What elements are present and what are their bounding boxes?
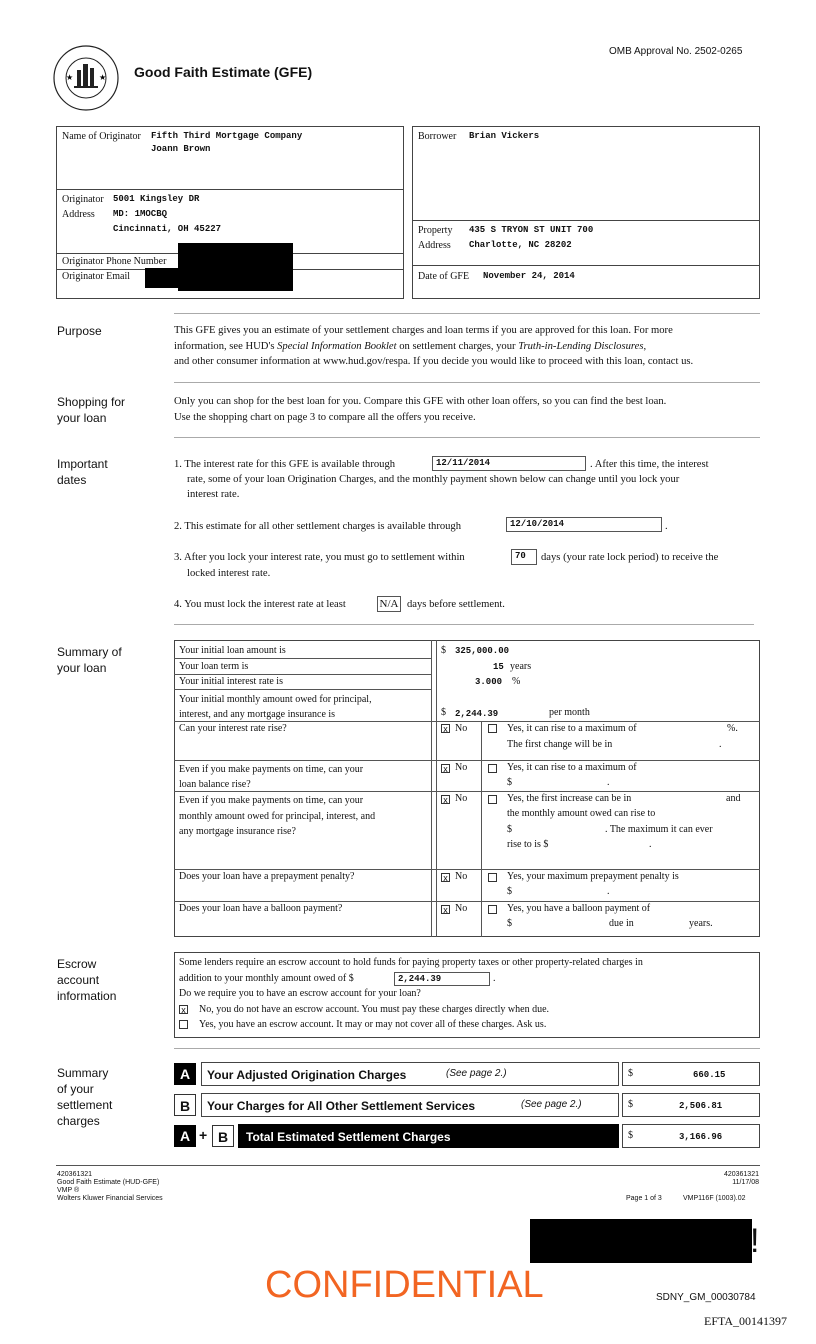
settlement-label: Summary of your settlement charges [57, 1066, 113, 1128]
rate-available-date: 12/11/2014 [432, 456, 586, 471]
charge-b-label: Your Charges for All Other Settlement Services [207, 1099, 476, 1113]
footer-right: 420361321 11/17/08 [723, 1171, 759, 1186]
payment-rise-currency: $ [507, 824, 512, 835]
date-item-1b: . After this time, the interest [590, 459, 709, 470]
originator-phone-label: Originator Phone Number [62, 256, 167, 267]
escrow-amount: 2,244.39 [394, 972, 490, 986]
payment-rise-no-checkbox[interactable]: x [441, 795, 450, 804]
date-item-4a: 4. You must lock the interest rate at least [174, 599, 346, 610]
date-item-3b: days (your rate lock period) to receive the [541, 552, 719, 563]
payment-rise-yes-checkbox[interactable] [488, 795, 497, 804]
escrow-question: Do we require you to have an escrow account for your loan? [179, 988, 421, 999]
originator-email-label: Originator Email [62, 271, 131, 282]
payment-rise-yes-4: rise to is $ [507, 839, 549, 850]
total-currency: $ [628, 1130, 633, 1141]
omb-approval: OMB Approval No. 2502-0265 [609, 46, 743, 57]
prepayment-question: Does your loan have a prepayment penalty? [179, 871, 355, 882]
monthly-unit: per month [549, 707, 590, 718]
originator-address-line1: 5001 Kingsley DR [113, 194, 200, 204]
redaction-footer [530, 1219, 752, 1263]
escrow-line1: Some lenders require an escrow account to hold funds for paying property taxes or other property-related charges in [179, 957, 643, 968]
total-label: Total Estimated Settlement Charges [246, 1130, 451, 1144]
balloon-question: Does your loan have a balloon payment? [179, 903, 343, 914]
confidential-stamp: CONFIDENTIAL [265, 1264, 544, 1306]
total-a-letter: A [174, 1125, 196, 1147]
prepayment-no-checkbox[interactable]: x [441, 873, 450, 882]
page-number: Page 1 of 3 [626, 1195, 662, 1202]
shopping-text: Only you can shop for the best loan for you. Compare this GFE with other loan offers, so you can find the best loan. Use the shopping chart on page 3 to compare all the offers you receive. [174, 396, 667, 423]
balloon-due: due in [609, 918, 634, 929]
monthly-question: Your initial monthly amount owed for principal, interest, and any mortgage insurance is [179, 694, 372, 720]
charge-a-note: (See page 2.) [446, 1068, 507, 1079]
balance-rise-yes-checkbox[interactable] [488, 764, 497, 773]
exclamation-mark: ! [750, 1222, 760, 1260]
loan-term-value: 15 [493, 662, 504, 672]
balloon-yes-checkbox[interactable] [488, 905, 497, 914]
borrower-label: Borrower [418, 131, 457, 142]
payment-rise-yes-1: Yes, the first increase can be in [507, 793, 632, 804]
loan-amount-currency: $ [441, 645, 446, 656]
total-b-letter: B [212, 1125, 234, 1147]
rate-rise-no-checkbox[interactable]: x [441, 724, 450, 733]
balance-rise-currency: $ [507, 777, 512, 788]
rate-lock-days: 70 [511, 549, 537, 565]
summary-label: Summary of your loan [57, 645, 122, 675]
balloon-no-label: No [455, 903, 468, 914]
svg-text:★: ★ [66, 73, 74, 82]
monthly-currency: $ [441, 707, 446, 718]
escrow-no-label: No, you do not have an escrow account. You must pay these charges directly when due. [199, 1004, 550, 1015]
purpose-text: This GFE gives you an estimate of your settlement charges and loan terms if you are approved for this loan. For more information, see HUD's Special Information Booklet on settlement charges, your Truth-in-Lending Disclosures, and other consumer information at www.hud.gov/respa. If you decide you would like to proceed with this loan, contact us. [174, 325, 694, 367]
prepayment-yes-label: Yes, your maximum prepayment penalty is [507, 871, 679, 882]
lock-days-before: N/A [377, 596, 401, 612]
originator-address-label: Originator [62, 194, 104, 205]
date-item-1c: rate, some of your loan Origination Charges, and the monthly payment shown below can change until you lock your [187, 474, 680, 485]
payment-rise-and: and [726, 793, 741, 804]
redaction-email [145, 268, 179, 288]
bates-number-2: EFTA_00141397 [704, 1314, 788, 1328]
rate-rise-no-label: No [455, 723, 468, 734]
escrow-line2: addition to your monthly amount owed of $ [179, 973, 354, 984]
bates-number-1: SDNY_GM_00030784 [656, 1292, 756, 1303]
charge-b-value: 2,506.81 [679, 1101, 723, 1111]
payment-rise-yes-3: . The maximum it can ever [605, 824, 713, 835]
rate-rise-pct: %. [727, 723, 738, 734]
charge-a-letter: A [174, 1063, 196, 1085]
rate-rise-yes-label: Yes, it can rise to a maximum of [507, 723, 637, 734]
date-item-3a: 3. After you lock your interest rate, you must go to settlement within [174, 552, 465, 563]
escrow-no-checkbox[interactable]: x [179, 1005, 188, 1014]
property-line1: 435 S TRYON ST UNIT 700 [469, 225, 594, 235]
balloon-years: years. [689, 918, 713, 929]
charge-b-note: (See page 2.) [521, 1099, 582, 1110]
prepayment-no-label: No [455, 871, 468, 882]
balance-rise-period: . [607, 777, 610, 788]
rate-rise-yes-checkbox[interactable] [488, 724, 497, 733]
property-line2: Charlotte, NC 28202 [469, 240, 572, 250]
escrow-yes-label: Yes, you have an escrow account. It may or may not cover all of these charges. Ask us. [199, 1019, 547, 1030]
rate-rise-period: . [719, 739, 722, 750]
total-value: 3,166.96 [679, 1132, 723, 1142]
property-label: Property [418, 225, 453, 236]
property-label-2: Address [418, 240, 451, 251]
escrow-label: Escrow account information [57, 957, 117, 1003]
hud-seal [52, 44, 120, 112]
date-item-3c: locked interest rate. [187, 568, 271, 579]
charge-a-amount-box [622, 1062, 760, 1086]
date-item-1a: 1. The interest rate for this GFE is available through [174, 459, 396, 470]
prepayment-currency: $ [507, 886, 512, 897]
estimate-available-date: 12/10/2014 [506, 517, 662, 532]
prepayment-yes-checkbox[interactable] [488, 873, 497, 882]
payment-rise-period: . [649, 839, 652, 850]
form-number: VMP116F (1003).02 [683, 1195, 746, 1202]
payment-rise-question: Even if you make payments on time, can your monthly amount owed for principal, interest, and any mortgage insurance rise? [179, 795, 376, 837]
loan-term-unit: years [510, 661, 532, 672]
dates-label: Important dates [57, 457, 108, 487]
rate-rise-first-change: The first change will be in [507, 739, 613, 750]
rate-rise-question: Can your interest rate rise? [179, 723, 287, 734]
loan-amount-question: Your initial loan amount is [179, 645, 286, 656]
escrow-line2-end: . [493, 973, 496, 984]
date-item-2a: 2. This estimate for all other settlement charges is available through [174, 521, 462, 532]
payment-rise-yes-2: the monthly amount owed can rise to [507, 808, 656, 819]
balloon-currency: $ [507, 918, 512, 929]
originator-address-label-2: Address [62, 209, 95, 220]
loan-term-question: Your loan term is [179, 661, 249, 672]
date-item-1d: interest rate. [187, 489, 240, 500]
loan-amount-value: 325,000.00 [455, 646, 510, 656]
charge-b-letter: B [174, 1094, 196, 1116]
prepayment-period: . [607, 886, 610, 897]
footer-left: 420361321 Good Faith Estimate (HUD-GFE) VMP ® Wolters Kluwer Financial Services [57, 1171, 163, 1202]
date-item-4b: days before settlement. [407, 599, 505, 610]
redaction-phone [178, 243, 293, 291]
originator-name: Fifth Third Mortgage Company [151, 131, 303, 141]
originator-name-label: Name of Originator [62, 131, 141, 142]
interest-rate-value: 3.000 [475, 677, 503, 687]
charge-b-currency: $ [628, 1099, 633, 1110]
gfe-date: November 24, 2014 [483, 271, 575, 281]
originator-address-line3: Cincinnati, OH 45227 [113, 224, 222, 234]
charge-a-currency: $ [628, 1068, 633, 1079]
shopping-label: Shopping for your loan [57, 395, 126, 425]
balance-rise-no-label: No [455, 762, 468, 773]
page-title: Good Faith Estimate (GFE) [134, 64, 313, 80]
payment-rise-no-label: No [455, 793, 468, 804]
gfe-date-label: Date of GFE [418, 271, 470, 282]
originator-contact: Joann Brown [151, 144, 211, 154]
total-plus: + [199, 1127, 208, 1143]
date-item-2b: . [665, 521, 668, 532]
balloon-no-checkbox[interactable]: x [441, 905, 450, 914]
balance-rise-yes-label: Yes, it can rise to a maximum of [507, 762, 637, 773]
balance-rise-question: Even if you make payments on time, can your loan balance rise? [179, 764, 364, 790]
monthly-value: 2,244.39 [455, 709, 499, 719]
svg-text:★: ★ [99, 73, 107, 82]
charge-a-label: Your Adjusted Origination Charges [207, 1068, 407, 1082]
purpose-label: Purpose [57, 324, 102, 338]
originator-address-line2: MD: 1MOCBQ [113, 209, 168, 219]
balance-rise-no-checkbox[interactable]: x [441, 764, 450, 773]
interest-rate-unit: % [512, 676, 521, 687]
escrow-yes-checkbox[interactable] [179, 1020, 188, 1029]
interest-rate-question: Your initial interest rate is [179, 676, 283, 687]
balloon-yes-label: Yes, you have a balloon payment of [507, 903, 651, 914]
charge-a-value: 660.15 [693, 1070, 726, 1080]
borrower-name: Brian Vickers [469, 131, 540, 141]
